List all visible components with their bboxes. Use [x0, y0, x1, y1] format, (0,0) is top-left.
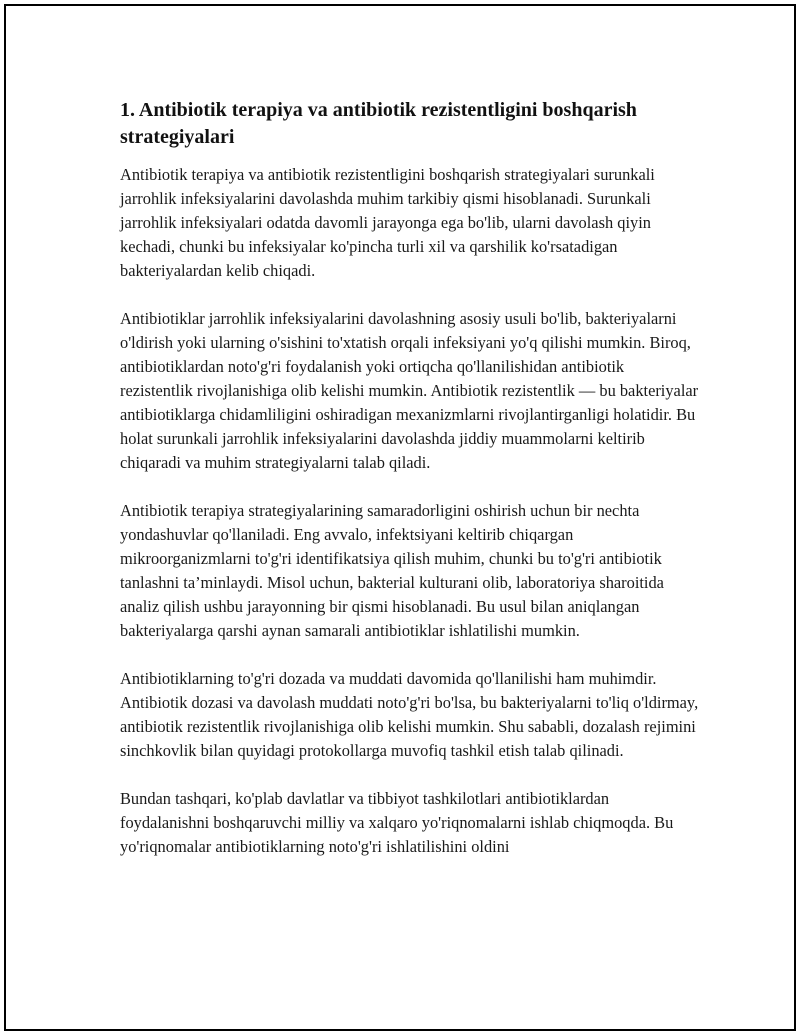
paragraph-3: Antibiotik terapiya strategiyalarining samaradorligini oshirish uchun bir nechta yondashuvlar qo'llaniladi. Eng avvalo, infektsiyani keltirib chiqargan mikroorganizmlarni to'g'ri identifikatsiya qilish muhim, chunki bu to'g'ri antibiotik tanlashni ta’minlaydi. Misol uchun, bakterial kulturani olib, laboratoriya sharoitida analiz qilish ushbu jarayonning bir qismi hisoblanadi. Bu usul bilan aniqlangan bakteriyalarga qarshi aynan samarali antibiotiklar ishlatilishi mumkin.	[120, 501, 664, 640]
page-frame	[4, 4, 796, 1031]
paragraph-2: Antibiotiklar jarrohlik infeksiyalarini davolashning asosiy usuli bo'lib, bakteriyalarni o'ldirish yoki ularning o'sishini to'xtatish orqali infeksiyani yo'q qilishi mumkin. Biroq, antibiotiklardan noto'g'ri foydalanish yoki ortiqcha qo'llanilishidan antibiotik rezistentlik rivojlanishiga olib kelishi mumkin. Antibiotik rezistentlik — bu bakteriyalar antibiotiklarga chidamliligini oshiradigan mexanizmlarni rivojlantirganligi holatidir. Bu holat surunkali jarrohlik infeksiyalarini davolashda jiddiy muammolarni keltirib chiqaradi va muhim strategiyalarni talab qiladi.	[120, 309, 699, 472]
paragraph-1: Antibiotik terapiya va antibiotik rezistentligini boshqarish strategiyalari surunkali jarrohlik infeksiyalarini davolashda muhim tarkibiy qismi hisoblanadi. Surunkali jarrohlik infeksiyalari odatda davomli jarayonga ega bo'lib, ularni davolash qiyin kechadi, chunki bu infeksiyalar ko'pincha turli xil va qarshilik ko'rsatadigan bakteriyalardan kelib chiqadi.	[120, 165, 655, 280]
document-body	[120, 97, 700, 883]
paragraph-4: Antibiotiklarning to'g'ri dozada va muddati davomida qo'llanilishi ham muhimdir. Antibiotik dozasi va davolash muddati noto'g'ri bo'lsa, bu bakteriyalarni to'liq o'ldirmay, antibiotik rezistentlik rivojlanishiga olib kelishi mumkin. Shu sababli, dozalash rejimini sinchkovlik bilan quyidagi protokollarga muvofiq tashkil etish talab qilinadi.	[120, 669, 699, 760]
section-heading: 1. Antibiotik terapiya va antibiotik rezistentligini boshqarish strategiyalari	[120, 99, 637, 148]
paragraph-5: Bundan tashqari, ko'plab davlatlar va tibbiyot tashkilotlari antibiotiklardan foydalanishni boshqaruvchi milliy va xalqaro yo'riqnomalarni ishlab chiqmoqda. Bu yo'riqnomalar antibiotiklarning noto'g'ri ishlatilishini oldini	[120, 789, 674, 856]
